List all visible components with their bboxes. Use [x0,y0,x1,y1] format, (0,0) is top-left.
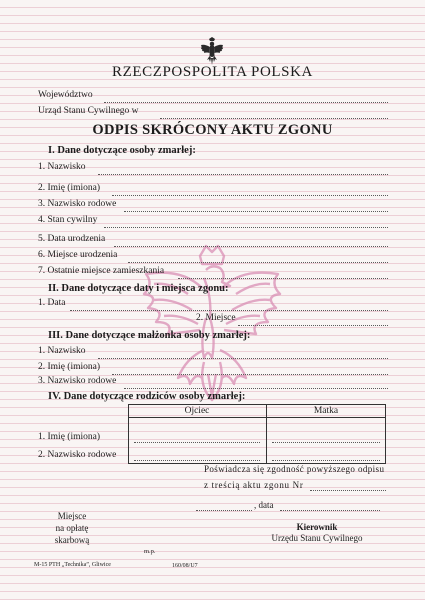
section-1-heading: I. Dane dotyczące osoby zmarłej: [48,145,196,156]
voivodeship-field[interactable] [104,102,388,103]
father-maiden-name-field[interactable] [134,460,260,461]
surname-field[interactable] [98,174,388,175]
field-label: 1. Nazwisko [38,346,86,356]
stamp-place-label: Miejsce [57,511,87,521]
eagle-watermark-icon [126,238,298,408]
stamp-place-label: na opłatę [55,523,89,533]
place-field[interactable] [196,510,252,511]
field-label: 1. Imię (imiona) [38,432,100,442]
last-residence-field[interactable] [178,278,388,279]
field-label: 2. Imię (imiona) [38,362,100,372]
country-title: RZECZPOSPOLITA POLSKA [111,64,313,80]
death-date-field[interactable] [70,310,388,311]
form-code: 160/08/U7 [172,563,198,569]
spouse-first-name-field[interactable] [112,374,388,375]
civil-office-label: Urząd Stanu Cywilnego w [38,106,139,116]
field-label: 7. Ostatnie miejsce zamieszkania [38,266,165,276]
field-label: 3. Nazwisko rodowe [38,199,117,209]
civil-office-field[interactable] [160,118,388,119]
field-label: 5. Data urodzenia [38,234,106,244]
column-mother: Matka [313,406,339,416]
first-name-field[interactable] [112,195,388,196]
field-label: 2. Imię (imiona) [38,183,100,193]
date-label: , data [254,500,274,510]
father-first-name-field[interactable] [134,442,260,443]
maiden-name-field[interactable] [124,211,388,212]
field-label: 2. Miejsce [196,313,236,323]
seal-place-label: m.p. [144,548,156,555]
voivodeship-label: Województwo [38,90,93,100]
field-label: 4. Stan cywilny [38,215,98,225]
date-field[interactable] [280,510,380,511]
certificate-number-label: z treścią aktu zgonu Nr [204,480,304,490]
signatory-title: Kierownik [296,522,338,532]
printer-info: M-15 PTH „Technika”, Gliwice [34,562,111,568]
birth-place-field[interactable] [128,262,388,263]
document-title: ODPIS SKRÓCONY AKTU ZGONU [92,122,333,138]
certification-text: Poświadcza się zgodność powyższego odpisu [204,464,385,474]
birth-date-field[interactable] [114,246,388,247]
field-label: 3. Nazwisko rodowe [38,376,117,386]
section-4-heading: IV. Dane dotyczące rodziców osoby zmarłej: [48,391,246,402]
field-label: 1. Nazwisko [38,162,86,172]
death-place-field[interactable] [238,325,388,326]
spouse-surname-field[interactable] [98,358,388,359]
marital-status-field[interactable] [104,227,388,228]
section-3-heading: III. Dane dotyczące małżonka osoby zmarłej: [48,330,251,341]
spouse-maiden-name-field[interactable] [124,388,388,389]
stamp-place-label: skarbową [54,535,90,545]
section-2-heading: II. Dane dotyczące daty i miejsca zgonu: [48,283,229,294]
table-header-divider [128,417,386,418]
eagle-emblem-icon [199,36,225,66]
field-label: 6. Miejsce urodzenia [38,250,118,260]
certificate-number-field[interactable] [310,490,386,491]
signatory-office: Urzędu Stanu Cywilnego [271,533,363,543]
column-father: Ojciec [184,406,210,416]
field-label: 2. Nazwisko rodowe [38,450,117,460]
mother-first-name-field[interactable] [272,442,380,443]
field-label: 1. Data [38,298,66,308]
mother-maiden-name-field[interactable] [272,460,380,461]
